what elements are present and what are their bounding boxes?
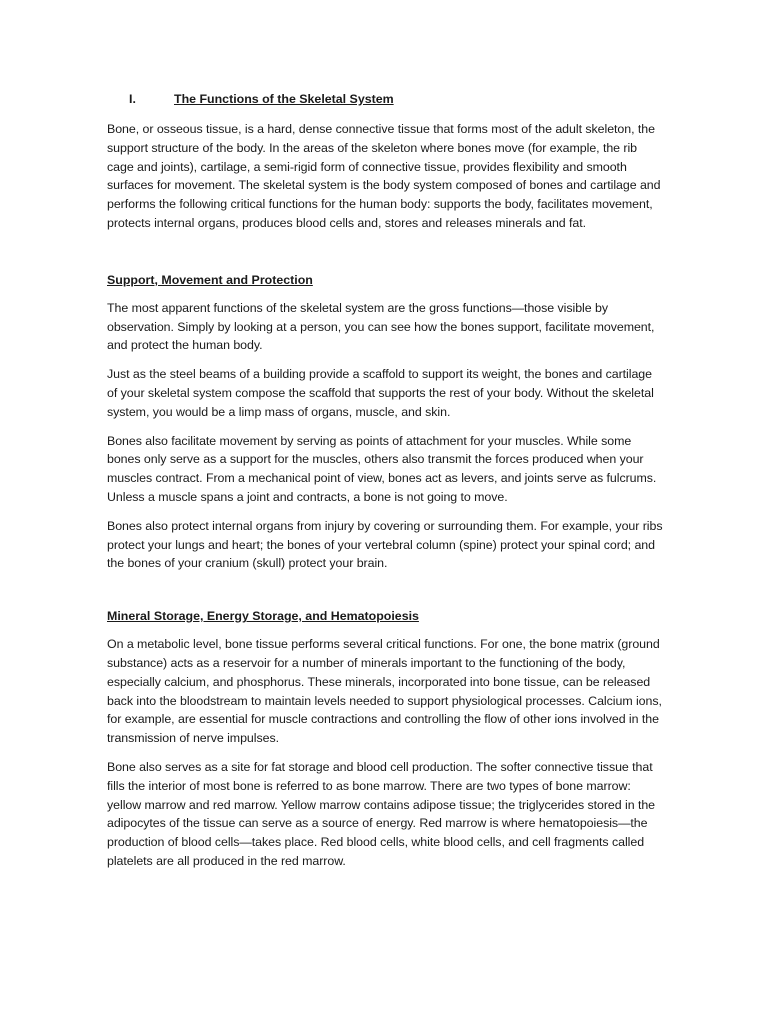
support-paragraph-3: Bones also facilitate movement by serving as points of attachment for your muscles. While some bones only serve as a support for the muscles, others also transmit the forces produced when your muscles contract. From a mechanical point of view, bones act as levers, and joints serve as fulcrums. Unless a muscle spans a joint and contracts, a bone is not going to move. xyxy=(107,433,657,504)
support-paragraph-4: Bones also protect internal organs from injury by covering or surrounding them. For example, your ribs protect your lungs and heart; the bones of your vertebral column (spine) protect your spinal cord; and the bones of your cranium (skull) protect your brain. xyxy=(107,518,663,571)
document-page xyxy=(107,90,665,871)
mineral-paragraph-2: Bone also serves as a site for fat storage and blood cell production. The softer connective tissue that fills the interior of most bone is referred to as bone marrow. There are two types of bone marrow: yellow marrow and red marrow. Yellow marrow contains adipose tissue; the triglycerides stored in the adipocytes of the tissue can serve as a source of energy. Red marrow is where hematopoiesis—the production of blood cells—takes place. Red blood cells, white blood cells, and cell fragments called platelets are all produced in the red marrow. xyxy=(107,759,656,868)
section-title: The Functions of the Skeletal System xyxy=(174,92,394,106)
intro-paragraph: Bone, or osseous tissue, is a hard, dense connective tissue that forms most of the adult skeleton, the support structure of the body. In the areas of the skeleton where bones move (for example, the rib cage and joints), cartilage, a semi-rigid form of connective tissue, provides flexibility and smooth surfaces for movement. The skeletal system is the body system composed of bones and cartilage and performs the following critical functions for the human body: supports the body, facilitates movement, protects internal organs, produces blood cells and, stores and releases minerals and fat. xyxy=(107,122,661,230)
support-heading: Support, Movement and Protection xyxy=(107,272,313,287)
support-paragraph-1: The most apparent functions of the skeletal system are the gross functions—those visible by observation. Simply by looking at a person, you can see how the bones support, facilitate movement, and protect the human body. xyxy=(107,300,655,353)
section-number: I. xyxy=(129,92,136,106)
mineral-heading: Mineral Storage, Energy Storage, and Hematopoiesis xyxy=(107,609,419,624)
section-title-row xyxy=(129,90,665,108)
mineral-paragraph-1: On a metabolic level, bone tissue performs several critical functions. For one, the bone matrix (ground substance) acts as a reservoir for a number of minerals important to the functioning of the body, especially calcium, and phosphorus. These minerals, incorporated into bone tissue, can be released back into the bloodstream to maintain levels needed to support physiological processes. Calcium ions, for example, are essential for muscle contractions and controlling the flow of other ions involved in the transmission of nerve impulses. xyxy=(107,637,662,746)
support-paragraph-2: Just as the steel beams of a building provide a scaffold to support its weight, the bones and cartilage of your skeletal system compose the scaffold that supports the rest of your body. Without the skeletal system, you would be a limp mass of organs, muscle, and skin. xyxy=(107,367,654,419)
